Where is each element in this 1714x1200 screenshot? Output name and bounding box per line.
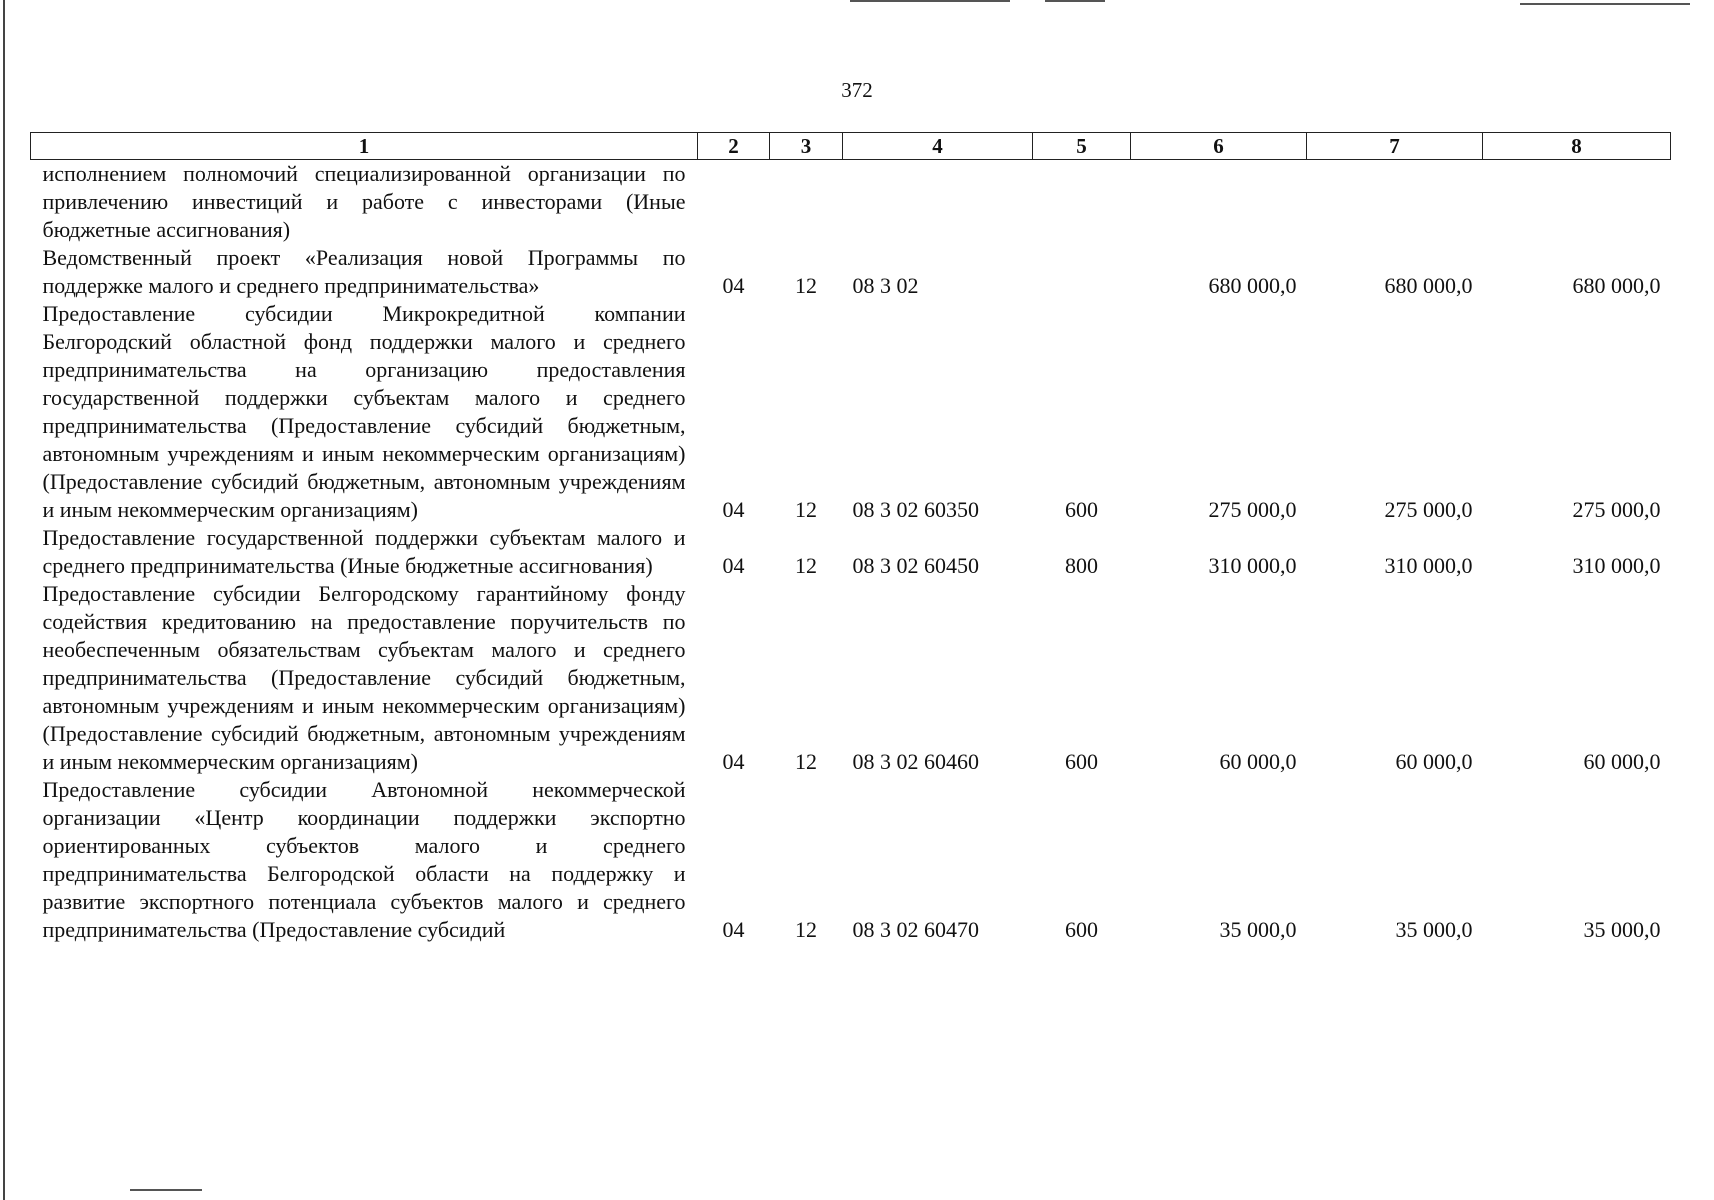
table-row	[31, 160, 1671, 245]
row-amount-col6: 35 000,0	[1219, 917, 1297, 942]
col-header-5: 5	[1033, 133, 1131, 160]
row-amount-col7: 680 000,0	[1384, 273, 1473, 298]
scan-bottom-line	[130, 1189, 202, 1191]
row-subsection: 12	[795, 917, 817, 942]
row-amount-col6: 680 000,0	[1208, 273, 1297, 298]
page-number: 372	[841, 78, 873, 102]
row-section: 04	[722, 273, 745, 298]
row-expense-type: 600	[1065, 749, 1098, 774]
row-subsection: 12	[795, 273, 817, 298]
row-amount-col8: 60 000,0	[1583, 749, 1661, 774]
row-section: 04	[722, 749, 745, 774]
row-description: Предоставление субсидии Автономной некоммерческой организации «Центр координации поддержки экспортно ориентированных субъектов малого и среднего предпринимательства Белгородской области на поддержку и развитие экспортного потенциала субъектов малого и среднего предпринимательства (Предоставление субсидий	[42, 777, 686, 942]
row-subsection: 12	[795, 497, 817, 522]
budget-table-container	[30, 132, 1670, 944]
row-subsection: 12	[795, 749, 817, 774]
row-description: Предоставление государственной поддержки субъектам малого и среднего предпринимательства (Иные бюджетные ассигнования)	[42, 525, 686, 578]
scan-top-line-1	[850, 0, 1010, 2]
row-amount-col7: 310 000,0	[1384, 553, 1473, 578]
row-section: 04	[722, 553, 745, 578]
row-description: исполнением полномочий специализированной организации по привлечению инвестиций и работе с инвесторами (Иные бюджетные ассигнования)	[42, 161, 686, 242]
scan-top-line-2	[1045, 0, 1105, 2]
table-row	[31, 524, 1671, 580]
table-row	[31, 244, 1671, 300]
row-target-code: 08 3 02	[852, 273, 919, 298]
row-expense-type	[1033, 160, 1131, 245]
row-amount-col6: 310 000,0	[1208, 553, 1297, 578]
row-target-code: 08 3 02 60460	[852, 749, 979, 774]
row-description: Предоставление субсидии Белгородскому гарантийному фонду содействия кредитованию на предоставление поручительств по необеспеченным обязательствам субъектам малого и среднего предпринимательства (Предоставление субсидий бюджетным, автономным учреждениям и иным некоммерческим организациям) (Предоставление субсидий бюджетным, автономным учреждениям и иным некоммерческим организациям)	[42, 581, 686, 774]
row-expense-type: 600	[1065, 917, 1098, 942]
row-amount-col6	[1131, 160, 1307, 245]
table-row	[31, 776, 1671, 944]
row-section: 04	[722, 917, 745, 942]
row-description: Ведомственный проект «Реализация новой Программы по поддержке малого и среднего предпринимательства»	[42, 245, 686, 298]
row-amount-col8: 680 000,0	[1572, 273, 1661, 298]
row-amount-col8	[1483, 160, 1671, 245]
col-header-2: 2	[698, 133, 770, 160]
budget-table	[30, 132, 1671, 944]
col-header-7: 7	[1307, 133, 1483, 160]
scan-top-line-3	[1520, 3, 1690, 5]
row-description: Предоставление субсидии Микрокредитной компании Белгородский областной фонд поддержки малого и среднего предпринимательства на организацию предоставления государственной поддержки субъектам малого и среднего предпринимательства (Предоставление субсидий бюджетным, автономным учреждениям и иным некоммерческим организациям) (Предоставление субсидий бюджетным, автономным учреждениям и иным некоммерческим организациям)	[42, 301, 686, 522]
row-amount-col6: 60 000,0	[1219, 749, 1297, 774]
col-header-6: 6	[1131, 133, 1307, 160]
row-expense-type: 800	[1065, 553, 1098, 578]
col-header-4: 4	[843, 133, 1033, 160]
col-header-1: 1	[31, 133, 698, 160]
row-amount-col7: 35 000,0	[1395, 917, 1473, 942]
row-target-code	[843, 160, 1033, 245]
table-row	[31, 300, 1671, 524]
row-amount-col8: 310 000,0	[1572, 553, 1661, 578]
row-expense-type	[1033, 244, 1131, 300]
table-row	[31, 580, 1671, 776]
row-target-code: 08 3 02 60450	[852, 553, 979, 578]
scan-edge-line	[3, 0, 5, 1200]
row-subsection	[770, 160, 843, 245]
row-amount-col7: 60 000,0	[1395, 749, 1473, 774]
column-number-header	[31, 133, 1671, 160]
row-target-code: 08 3 02 60470	[852, 917, 979, 942]
row-subsection: 12	[795, 553, 817, 578]
row-section: 04	[722, 497, 745, 522]
row-amount-col7: 275 000,0	[1384, 497, 1473, 522]
row-section	[698, 160, 770, 245]
row-amount-col7	[1307, 160, 1483, 245]
col-header-8: 8	[1483, 133, 1671, 160]
col-header-3: 3	[770, 133, 843, 160]
row-amount-col8: 35 000,0	[1583, 917, 1661, 942]
row-amount-col8: 275 000,0	[1572, 497, 1661, 522]
row-target-code: 08 3 02 60350	[852, 497, 979, 522]
row-amount-col6: 275 000,0	[1208, 497, 1297, 522]
row-expense-type: 600	[1065, 497, 1098, 522]
